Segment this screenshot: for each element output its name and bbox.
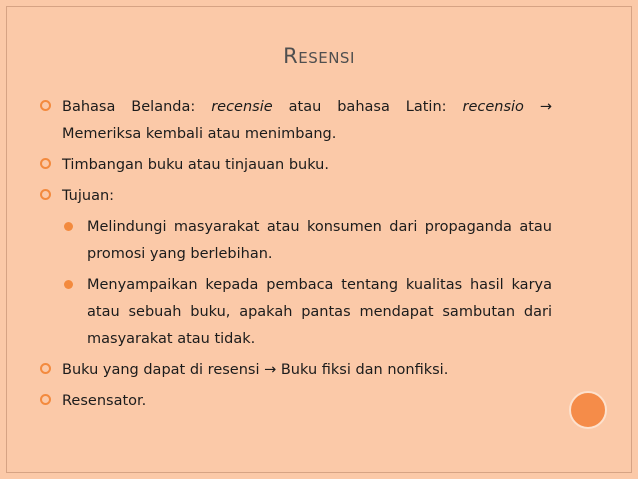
bullet-icon — [40, 394, 51, 405]
sub-item-text: Menyampaikan kepada pembaca tentang kualitas hasil karya atau sebuah buku, apakah pantas mendapat sambutan dari masyarakat atau tidak. — [87, 277, 552, 347]
bullet-item-origin — [40, 94, 552, 148]
italic-term: recensie — [211, 99, 273, 115]
sub-item-text: Melindungi masyarakat atau konsumen dari propaganda atau promosi yang berlebihan. — [87, 219, 552, 262]
title-rest: ESENSI — [298, 49, 355, 67]
bullet-icon — [40, 189, 51, 200]
slide-title — [0, 44, 638, 68]
bullet-item-reviewer — [40, 388, 552, 415]
italic-term: recensio — [462, 99, 524, 115]
sub-item-inform — [40, 272, 552, 353]
item-text: Tujuan: — [62, 188, 115, 204]
item-text: → Memeriksa kembali atau menimbang. — [62, 99, 553, 142]
title-first-letter: R — [283, 44, 299, 68]
bullet-icon — [40, 363, 51, 374]
item-text: Resensator. — [62, 393, 147, 409]
sub-bullet-icon — [64, 280, 73, 289]
orange-circle-decoration-icon — [569, 391, 607, 429]
bullet-item-book-types — [40, 357, 552, 384]
bullet-icon — [40, 158, 51, 169]
item-text: atau bahasa Latin: — [272, 99, 463, 115]
item-text: Bahasa Belanda: — [62, 99, 212, 115]
slide-content — [40, 94, 552, 419]
item-text: Buku yang dapat di resensi → Buku fiksi dan nonfiksi. — [62, 362, 449, 378]
item-text: Timbangan buku atau tinjauan buku. — [62, 157, 329, 173]
sub-bullet-icon — [64, 222, 73, 231]
sub-item-protect — [40, 214, 552, 268]
bullet-icon — [40, 100, 51, 111]
bullet-item-definition — [40, 152, 552, 179]
bullet-item-purpose — [40, 183, 552, 210]
